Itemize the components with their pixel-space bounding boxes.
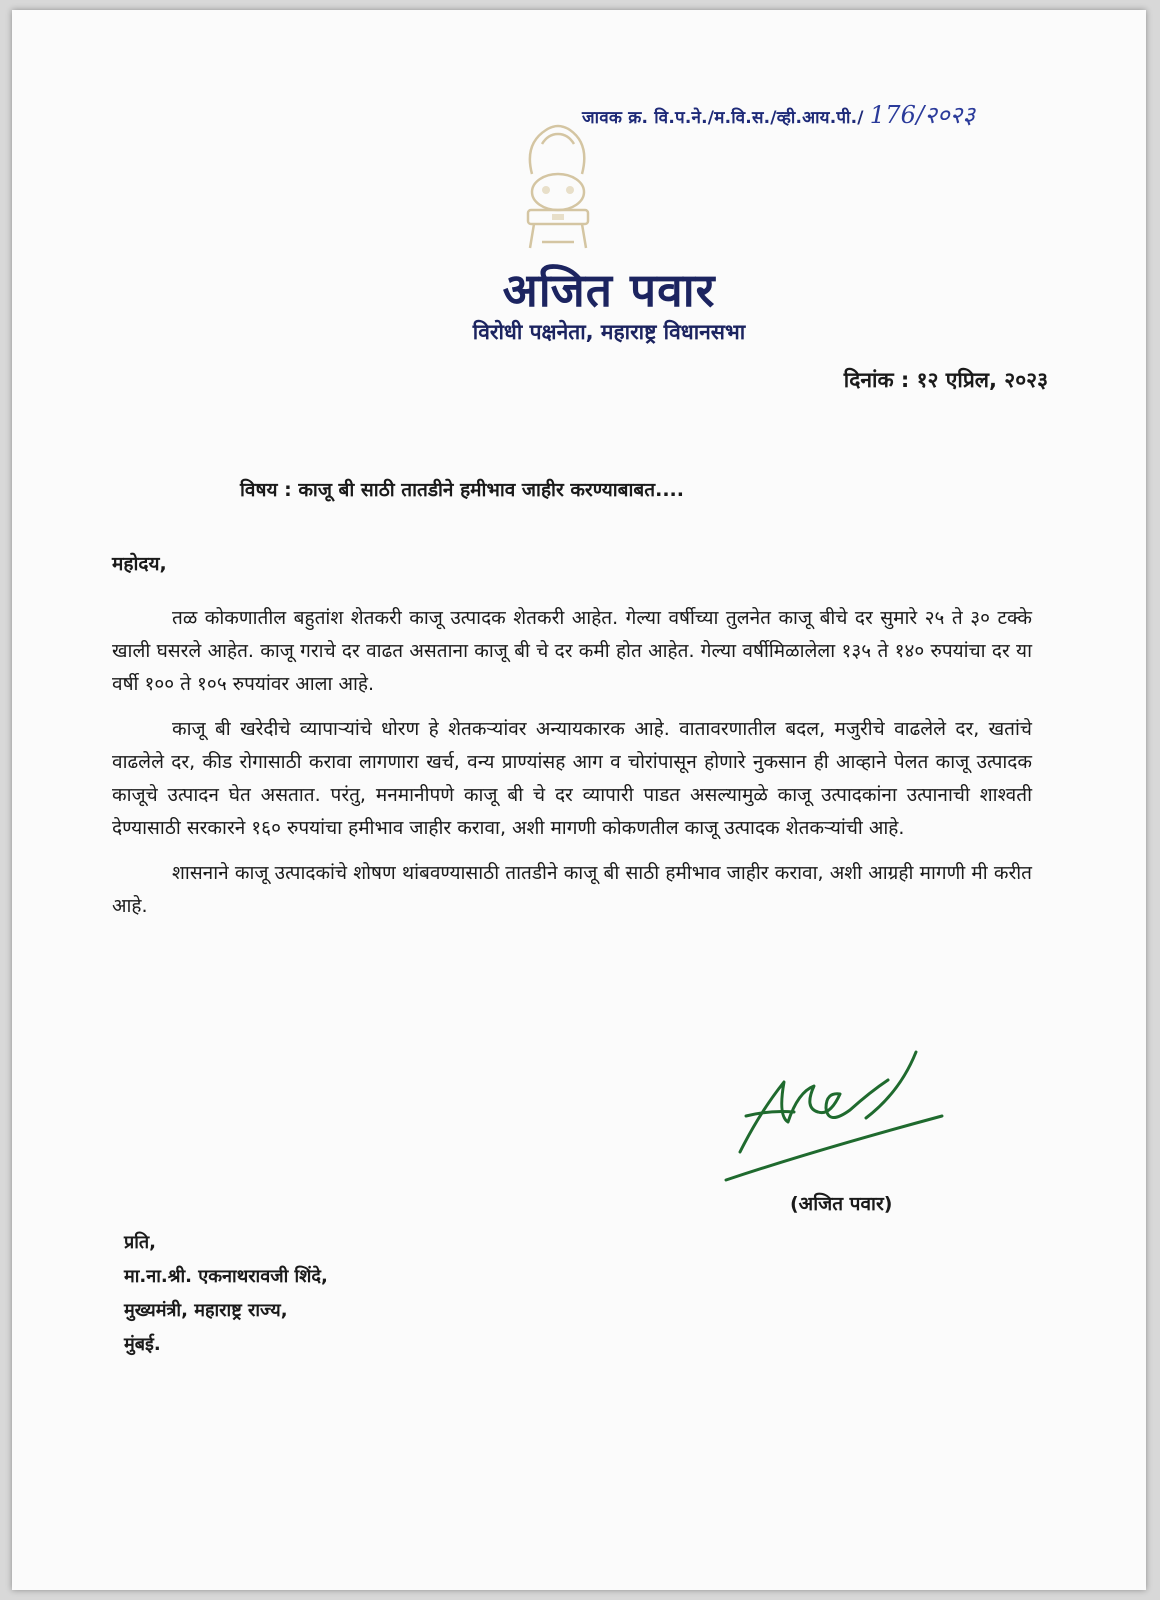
letterhead-designation: विरोधी पक्षनेता, महाराष्ट्र विधानसभा [472,320,746,344]
addressee-line: मुंबई. [124,1334,161,1355]
letter-page [12,10,1146,1590]
reference-handwritten: 176/२०२३ [869,101,976,129]
body-paragraph: काजू बी खरेदीचे व्यापाऱ्यांचे धोरण हे शेतकऱ्यांवर अन्यायकारक आहे. वातावरणातील बदल, मजुरीचे वाढलेले दर, खतांचे वाढलेले दर, कीड रोगासाठी करावा लागणारा खर्च, वन्य प्राण्यांसह आग व चोरांपासून होणारे नुकसान ही आव्हाने पेलत काजू उत्पादक काजूचे उत्पादन घेत असतात. परंतु, मनमानीपणे काजू बी चे दर व्यापारी पाडत असल्यामुळे काजू उत्पादकांना उत्पानाची शाश्वती देण्यासाठी सरकारने १६० रुपयांचा हमीभाव जाहीर करावा, अशी मागणी कोकणतील काजू उत्पादक शेतकऱ्यांची आहे. [112,718,1032,839]
letter-date: दिनांक : १२ एप्रिल, २०२३ [843,368,1048,392]
letter-body [112,602,1032,935]
body-paragraph: तळ कोकणातील बहुतांश शेतकरी काजू उत्पादक शेतकरी आहेत. गेल्या वर्षीच्या तुलनेत काजू बीचे दर सुमारे २५ ते ३० टक्के खाली घसरले आहेत. काजू गराचे दर वाढत असताना काजू बी चे दर कमी होत आहेत. गेल्या वर्षीमिळालेला १३५ ते १४० रुपयांचा दर या वर्षी १०० ते १०५ रुपयांवर आला आहे. [112,607,1032,695]
body-paragraph: शासनाने काजू उत्पादकांचे शोषण थांबवण्यासाठी तातडीने काजू बी साठी हमीभाव जाहीर करावा, अशी आग्रही मागणी मी करीत आहे. [112,862,1032,917]
letter-subject: विषय : काजू बी साठी तातडीने हमीभाव जाहीर करण्याबाबत.... [240,479,684,501]
addressee-line: मा.ना.श्री. एकनाथरावजी शिंदे, [124,1266,328,1287]
reference-number [582,98,1062,131]
signatory-name: (अजित पवार) [790,1193,893,1215]
addressee-block [124,1226,328,1362]
addressee-to: प्रति, [124,1232,157,1253]
state-emblem-icon [512,114,604,264]
handwritten-signature [716,1040,956,1210]
addressee-line: मुख्यमंत्री, महाराष्ट्र राज्य, [124,1300,288,1321]
reference-printed: जावक क्र. वि.प.ने./म.वि.स./व्ही.आय.पी./ [582,108,864,128]
salutation: महोदय, [112,553,167,575]
letterhead-name: अजित पवार [502,263,716,317]
